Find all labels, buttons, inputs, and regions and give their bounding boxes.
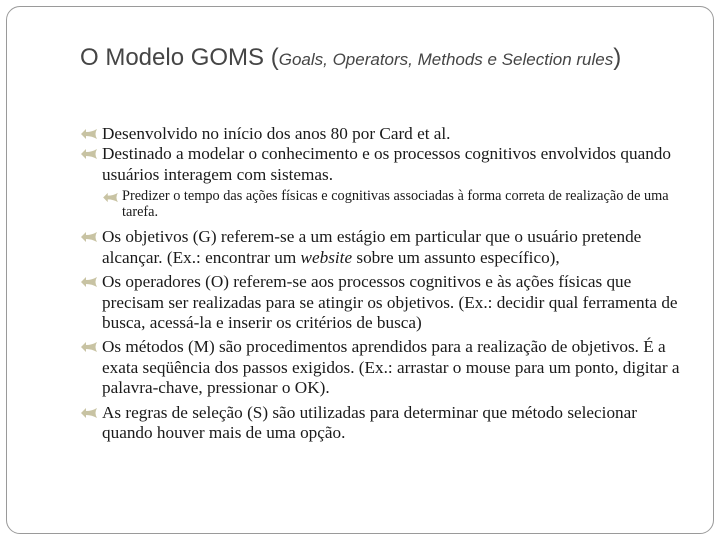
bullet-text: Destinado a modelar o conhecimento e os processos cognitivos envolvidos quando usuários interagem com sistemas. bbox=[102, 144, 671, 184]
bullet-mark-icon bbox=[102, 192, 119, 203]
bullet-text-before: Os objetivos (G) referem-se a um estágio em particular que o usuário pretende alcançar. (Ex.: encontrar um bbox=[102, 227, 642, 267]
bullet-item bbox=[80, 124, 685, 144]
bullet-item bbox=[80, 272, 685, 333]
bullet-text-emphasis: website bbox=[300, 247, 353, 267]
bullet-mark-icon bbox=[80, 341, 98, 353]
title-main-prefix: O Modelo GOMS ( bbox=[80, 44, 279, 71]
bullet-mark-icon bbox=[80, 276, 98, 288]
sub-bullet-text: Predizer o tempo das ações físicas e cognitivas associadas à forma correta de realização de uma tarefa. bbox=[122, 188, 669, 220]
slide-title bbox=[80, 40, 680, 78]
bullet-text: Desenvolvido no início dos anos 80 por Card et al. bbox=[102, 124, 451, 143]
bullet-item bbox=[80, 403, 685, 444]
bullet-text: Os operadores (O) referem-se aos processos cognitivos e às ações físicas que precisam ser realizadas para se atingir os objetivos. (Ex.: decidir qual ferramenta de busca, acessá-la e inserir os critérios de busca) bbox=[102, 272, 678, 333]
bullet-mark-icon bbox=[80, 231, 98, 243]
bullet-item bbox=[80, 144, 685, 185]
bullet-mark-icon bbox=[80, 128, 98, 140]
bullet-list bbox=[80, 124, 685, 443]
bullet-item bbox=[80, 227, 685, 268]
bullet-item bbox=[80, 337, 685, 398]
bullet-mark-icon bbox=[80, 407, 98, 419]
bullet-text: Os métodos (M) são procedimentos aprendidos para a realização de objetivos. É a exata seqüência dos passos exigidos. (Ex.: arrastar o mouse para um ponto, digitar a palavra-chave, pressionar o OK). bbox=[102, 337, 680, 398]
bullet-text: As regras de seleção (S) são utilizadas para determinar que método selecionar quando houver mais de uma opção. bbox=[102, 402, 637, 443]
bullet-text-after: sobre um assunto específico), bbox=[352, 247, 560, 267]
title-subtitle: Goals, Operators, Methods e Selection rules bbox=[278, 50, 614, 69]
title-main-suffix: ) bbox=[613, 44, 622, 71]
sub-bullet-item bbox=[80, 189, 685, 220]
bullet-mark-icon bbox=[80, 148, 98, 160]
